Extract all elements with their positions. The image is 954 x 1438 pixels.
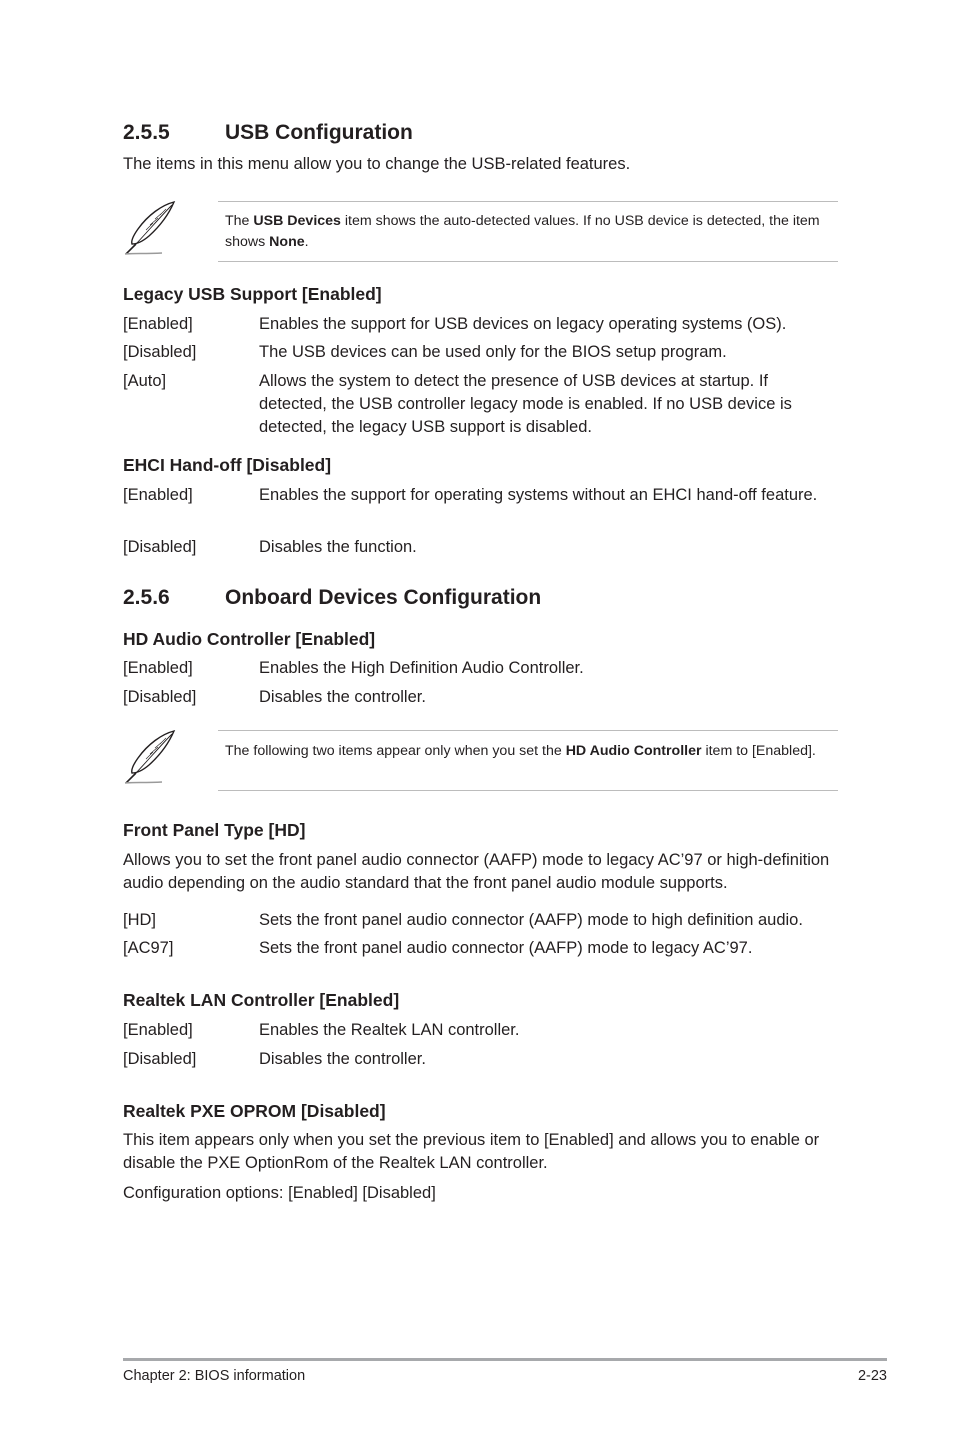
note-top-rule: [218, 201, 838, 202]
note-text-part: The following two items appear only when you set the: [225, 743, 566, 759]
option-key: [Disabled]: [123, 688, 197, 706]
option-key: [Auto]: [123, 372, 167, 390]
option-desc: Sets the front panel audio connector (AAFP) mode to high definition audio.: [259, 911, 803, 929]
option-desc: Disables the function.: [259, 538, 417, 556]
note-bold-hd-audio-controller: HD Audio Controller: [565, 743, 702, 759]
option-key: [HD]: [123, 911, 156, 929]
option-row: [123, 937, 838, 960]
option-key: [Enabled]: [123, 486, 193, 504]
footer-rule: [123, 1358, 887, 1361]
note-bottom-rule: [218, 790, 838, 791]
option-desc: Enables the support for operating systems without an EHCI hand-off feature.: [259, 486, 818, 504]
option-key: [AC97]: [123, 939, 174, 957]
footer-page-number: 2-23: [857, 1368, 887, 1384]
feather-pen-icon: [122, 199, 180, 257]
option-desc: Sets the front panel audio connector (AAFP) mode to legacy AC’97.: [259, 939, 753, 957]
option-desc: Enables the High Definition Audio Controller.: [259, 659, 584, 677]
option-key: [Enabled]: [123, 659, 193, 677]
feather-pen-icon: [122, 728, 180, 786]
section-number: 2.5.5: [123, 121, 170, 144]
option-key: [Disabled]: [123, 343, 197, 361]
note-bottom-rule: [218, 261, 838, 262]
option-desc: Disables the controller.: [259, 1050, 426, 1068]
section-title: USB Configuration: [225, 121, 413, 144]
note-top-rule: [218, 730, 838, 731]
footer-chapter: Chapter 2: BIOS information: [123, 1368, 306, 1384]
note-text-part: The: [225, 213, 254, 229]
note-hd-audio: [225, 741, 833, 762]
section-number: 2.5.6: [123, 586, 170, 609]
note-bold-usb-devices: USB Devices: [253, 213, 341, 229]
note-text-part: .: [304, 234, 309, 250]
note-usb-devices: [225, 211, 833, 253]
option-row: [123, 686, 838, 709]
option-row: [123, 1048, 838, 1071]
option-key: [Enabled]: [123, 315, 193, 333]
section-intro: The items in this menu allow you to change the USB-related features.: [123, 155, 631, 173]
note-text-part: item to [Enabled].: [701, 743, 816, 759]
item-heading-hd-audio: HD Audio Controller [Enabled]: [123, 629, 376, 649]
option-row: [123, 370, 838, 439]
item-heading-front-panel: Front Panel Type [HD]: [123, 820, 306, 840]
item-heading-realtek-pxe: Realtek PXE OPROM [Disabled]: [123, 1101, 386, 1121]
option-desc: Allows the system to detect the presence of USB devices at startup. If detected, the USB controller legacy mode is enabled. If no USB device is detected, the legacy USB support is disabled.: [259, 372, 792, 436]
option-row: [123, 313, 838, 336]
option-key: [Disabled]: [123, 1050, 197, 1068]
option-row: [123, 1019, 838, 1042]
option-key: [Enabled]: [123, 1021, 193, 1039]
item-heading-ehci-handoff: EHCI Hand-off [Disabled]: [123, 455, 332, 475]
note-text-part: item shows the auto-detected values. If no USB device is detected, the item shows: [225, 213, 820, 250]
option-key: [Disabled]: [123, 538, 197, 556]
option-row: [123, 536, 838, 559]
option-row: [123, 341, 838, 364]
option-row: [123, 657, 838, 680]
note-bold-none: None: [269, 234, 305, 250]
option-row: [123, 484, 838, 530]
option-row: [123, 909, 838, 932]
section-title: Onboard Devices Configuration: [225, 586, 542, 609]
configuration-options: Configuration options: [Enabled] [Disabled]: [123, 1184, 436, 1202]
option-desc: Enables the Realtek LAN controller.: [259, 1021, 520, 1039]
item-heading-realtek-lan: Realtek LAN Controller [Enabled]: [123, 990, 400, 1010]
option-desc: Enables the support for USB devices on legacy operating systems (OS).: [259, 315, 787, 333]
option-desc: The USB devices can be used only for the BIOS setup program.: [259, 343, 727, 361]
item-description: This item appears only when you set the previous item to [Enabled] and allows you to enable or disable the PXE OptionRom of the Realtek LAN controller.: [123, 1131, 820, 1172]
item-description: Allows you to set the front panel audio connector (AAFP) mode to legacy AC’97 or high-definition audio depending on the audio standard that the front panel audio module supports.: [123, 851, 830, 892]
option-desc: Disables the controller.: [259, 688, 426, 706]
item-heading-legacy-usb: Legacy USB Support [Enabled]: [123, 284, 382, 304]
